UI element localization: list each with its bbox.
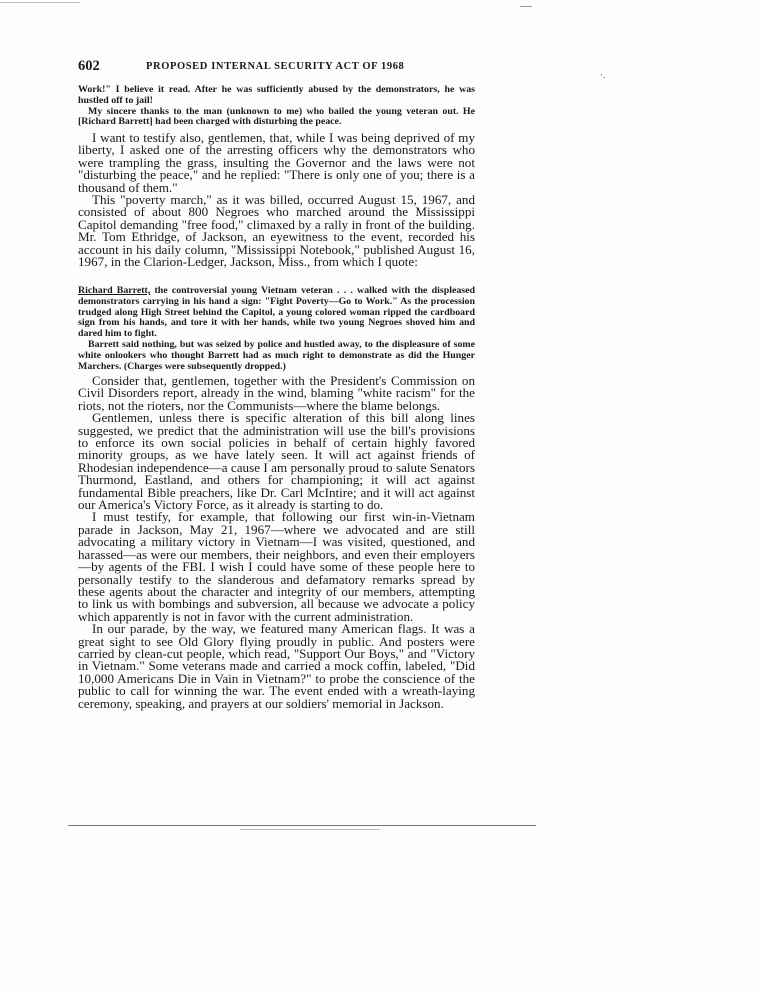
quote-top-paragraph: Work!" I believe it read. After he was sufficiently abused by the demonstrators, he was hustled off to jail! <box>78 84 475 106</box>
body-paragraph: In our parade, by the way, we featured many American flags. It was a great sight to see Old Glory flying proudly in public. And posters were carried by clean-cut people, which read, "Support Our Boys," and "Victory in Vietnam." Some veterans made and carried a mock coffin, labeled, "Did 10,000 Americans Die in Vain in Vietnam?" to probe the conscience of the public to call for winning the war. The event ended with a wreath-laying ceremony, speaking, and prayers at our soldiers' memorial in Jackson. <box>78 621 475 711</box>
quote-text: the controversial young Vietnam veteran . . . walked with the displeased demonstrators carrying in his hand a sign: "Fight Poverty—Go to Work." As the procession trudged along High Street behind the Capitol, a young colored woman ripped the cardboard sign from his hands, and tore it with her hands, while two young Negroes shoved him and dared him to fight. <box>78 285 475 340</box>
block-quote-top <box>78 85 475 128</box>
body-paragraph: I must testify, for example, that following our first win-in-Vietnam parade in Jackson, May 21, 1967—where we advocated and are still advocating a military victory in Vietnam—I was visited, questioned, and harassed—as were our members, their neighbors, and even their employers—by agents of the FBI. I wish I could have some of these people here to personally testify to the slanderous and defamatory remarks spread by these agents about the character and integrity of our members, attempting to link us with bombings and subversion, all because we advocate a policy which apparently is not in favor with the current administration. <box>78 509 475 624</box>
quote-top-paragraph: My sincere thanks to the man (unknown to me) who bailed the young veteran out. He [Richard Barrett] had been charged with disturbing the peace. <box>78 105 475 128</box>
body-section-a <box>78 132 475 268</box>
body-paragraph: Gentlemen, unless there is specific alteration of this bill along lines suggested, we predict that the administration will use the bill's provisions to enforce its own social policies in behalf of certain highly favored minority groups, as we have lately seen. It will act against friends of Rhodesian independence—a cause I am personally proud to salute Senators Thurmond, Eastland, and others for championing; it will act against fundamental Bible preachers, like Dr. Carl McIntire; and it will act against our America's Victory Force, as it already is starting to do. <box>78 410 475 513</box>
bottom-scan-rule <box>68 825 536 826</box>
body-paragraph: I want to testify also, gentlemen, that, while I was being deprived of my liberty, I asked one of the arresting officers why the demonstrators who were trampling the grass, insulting the Governor and the laws were not "disturbing the peace," and he replied: "There is only one of you; there is a thousand of them." <box>78 130 475 195</box>
top-scan-rule <box>0 2 80 3</box>
page-number: 602 <box>78 58 100 74</box>
body-paragraph: This "poverty march," as it was billed, occurred August 15, 1967, and consisted of about 800 Negroes who marched around the Mississippi Capitol demanding "free food," climaxed by a rally in front of the building. Mr. Tom Ethridge, of Jackson, an eyewitness to the event, recorded his account in his daily column, "Mississippi Notebook," published August 16, 1967, in the Clarion-Ledger, Jackson, Miss., from which I quote: <box>78 192 475 270</box>
block-quote-ethridge <box>78 286 475 372</box>
quote-paragraph: Barrett said nothing, but was seized by police and hustled away, to the displeasure of some white onlookers who thought Barrett had as much right to demonstrate as did the Hunger Marchers. (Charges were subsequently dropped.) <box>78 338 475 372</box>
quoted-name: Richard Barrett, <box>78 285 151 296</box>
body-section-b <box>78 375 475 710</box>
bottom-scan-rule-faint <box>240 829 380 830</box>
scan-speck: ·. <box>600 70 606 80</box>
body-paragraph: Consider that, gentlemen, together with the President's Commission on Civil Disorders report, already in the wind, blaming "white racism" for the riots, not the rioters, nor the Communists—where the blame belongs. <box>78 373 475 413</box>
quote-paragraph <box>78 286 475 340</box>
top-right-scan-mark <box>520 6 532 7</box>
running-title: PROPOSED INTERNAL SECURITY ACT OF 1968 <box>146 61 405 72</box>
